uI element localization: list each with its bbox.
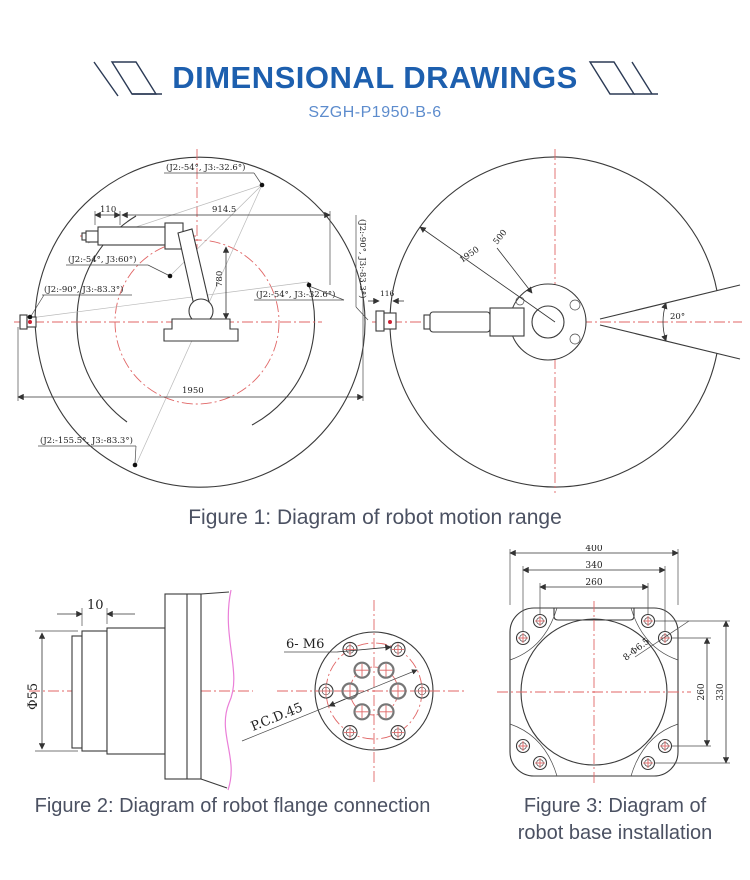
svg-text:260: 260 bbox=[585, 578, 603, 588]
figure2-flange-drawing bbox=[15, 578, 465, 813]
svg-text:330: 330 bbox=[716, 683, 726, 701]
svg-text:6- M6: 6- M6 bbox=[286, 637, 325, 652]
fig1-label-bottom bbox=[38, 435, 137, 467]
fig1-dim-780 bbox=[215, 247, 226, 319]
fig1-dim-110 bbox=[95, 205, 120, 225]
svg-text:1950: 1950 bbox=[457, 244, 482, 266]
header bbox=[0, 56, 750, 100]
header-decoration-right-icon bbox=[588, 56, 658, 100]
fig2-side-view bbox=[26, 590, 253, 790]
fig1-label-top bbox=[164, 162, 264, 187]
figure2-caption: Figure 2: Diagram of robot flange connection bbox=[34, 795, 431, 817]
fig1-label-arm bbox=[66, 254, 172, 278]
svg-text:1950: 1950 bbox=[182, 386, 204, 396]
figure3-caption-line1: Figure 3: Diagram of bbox=[523, 795, 707, 817]
fig1-dim-116 bbox=[368, 289, 404, 331]
svg-text:780: 780 bbox=[215, 270, 225, 287]
fig3-label-holes bbox=[622, 621, 689, 663]
fig3-dim-400 bbox=[510, 545, 678, 605]
svg-text:20°: 20° bbox=[670, 312, 686, 322]
svg-text:(J2:-54°, J3:-32.6°): (J2:-54°, J3:-32.6°) bbox=[166, 163, 246, 173]
svg-text:(J2:-155.5°, J3:-83.3°): (J2:-155.5°, J3:-83.3°) bbox=[40, 436, 133, 446]
model-subtitle: SZGH-P1950-B-6 bbox=[308, 104, 442, 121]
svg-text:(J2:-54°, J3:-32.6°): (J2:-54°, J3:-32.6°) bbox=[256, 290, 336, 300]
svg-text:400: 400 bbox=[585, 545, 603, 554]
svg-text:P.C.D.45: P.C.D.45 bbox=[248, 700, 306, 735]
svg-text:10: 10 bbox=[87, 598, 104, 613]
figure1-caption: Figure 1: Diagram of robot motion range bbox=[188, 506, 562, 529]
fig1-label-vertical bbox=[356, 215, 368, 320]
figure1-motion-range-drawing bbox=[0, 135, 750, 503]
figure3-caption-line2: robot base installation bbox=[517, 822, 713, 844]
svg-text:914.5: 914.5 bbox=[212, 205, 237, 215]
fig1-robot-top bbox=[424, 284, 586, 360]
svg-text:260: 260 bbox=[697, 683, 707, 701]
fig2-dim-10 bbox=[57, 598, 135, 626]
figure3-base-drawing bbox=[485, 545, 750, 795]
svg-text:Φ55: Φ55 bbox=[26, 682, 41, 710]
fig1-label-far-left bbox=[28, 284, 132, 319]
svg-text:116: 116 bbox=[380, 289, 395, 298]
fig2-face-view bbox=[242, 600, 465, 782]
svg-text:8-Φ6.5: 8-Φ6.5 bbox=[621, 636, 652, 664]
fig3-plate bbox=[497, 601, 691, 783]
svg-text:340: 340 bbox=[585, 561, 603, 571]
fig1-label-mid-right bbox=[254, 283, 344, 300]
fig1-dim-right-1950 bbox=[420, 227, 555, 322]
fig1-dim-right-500 bbox=[492, 228, 532, 293]
figure3-caption bbox=[490, 793, 740, 847]
svg-text:(J2:-90°, J3:-83.3°): (J2:-90°, J3:-83.3°) bbox=[44, 285, 124, 295]
svg-text:110: 110 bbox=[100, 205, 117, 215]
fig1-top-view bbox=[368, 149, 742, 493]
fig1-side-view bbox=[14, 149, 368, 487]
page-title: DIMENSIONAL DRAWINGS bbox=[172, 60, 578, 95]
svg-text:500: 500 bbox=[491, 227, 510, 247]
header-decoration-left-icon bbox=[92, 56, 162, 100]
svg-text:(J2:-90°, J3:-83.3°): (J2:-90°, J3:-83.3°) bbox=[357, 219, 367, 299]
svg-text:(J2:-54°, J3:60°): (J2:-54°, J3:60°) bbox=[68, 255, 137, 265]
